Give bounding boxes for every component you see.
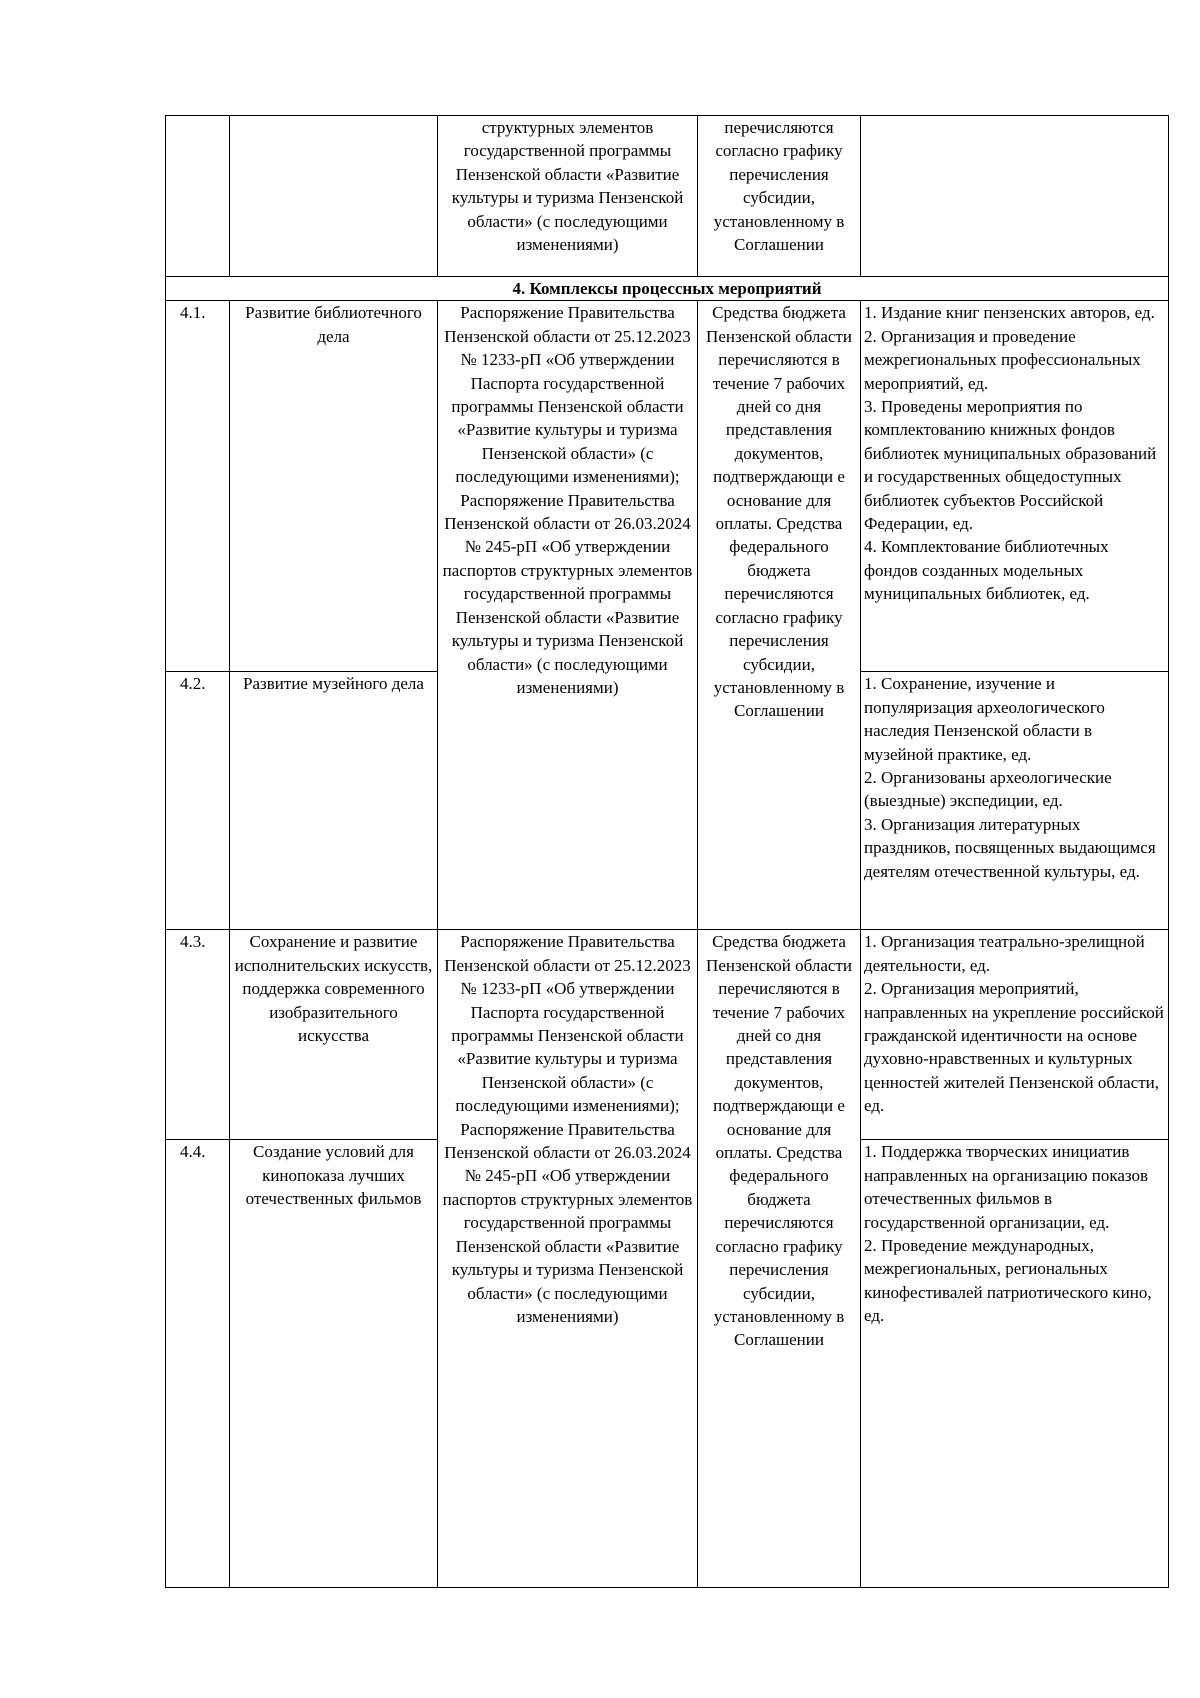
result-line: 1. Издание книг пензенских авторов, ед. <box>864 303 1155 323</box>
result-line: 3. Организация литературных праздников, посвященных выдающимся деятелям отечественной культуры, ед. <box>864 814 1156 881</box>
cell-funding: перечисляются согласно графику перечисления субсидии, установленному в Соглашении <box>698 116 861 277</box>
result-line: 3. Проведены мероприятия по комплектованию книжных фондов библиотек муниципальных образований и государственных общедоступных библиотек субъектов Российской Федерации, ед. <box>864 397 1157 534</box>
item-results <box>861 301 1169 672</box>
table-row <box>166 301 1169 672</box>
result-line: 2. Организация и проведение межрегиональных профессиональных мероприятий, ед. <box>864 326 1141 393</box>
cell-name-empty <box>230 116 438 277</box>
result-line: 2. Проведение международных, межрегиональных, региональных кинофестивалей патриотического кино, ед. <box>864 1236 1152 1326</box>
result-line: 4. Комплектование библиотечных фондов созданных модельных муниципальных библиотек, ед. <box>864 537 1109 604</box>
item-name: Сохранение и развитие исполнительских искусств, поддержка современного изобразительного искусства <box>230 930 438 1140</box>
item-name: Создание условий для кинопоказа лучших отечественных фильмов <box>230 1140 438 1588</box>
cell-basis: Распоряжение Правительства Пензенской области от 25.12.2023 № 1233-рП «Об утверждении Паспорта государственной программы Пензенской области «Развитие культуры и туризма Пензенской области» (с последующими изменениями); Распоряжение Правительства Пензенской области от 26.03.2024 № 245-рП «Об утверждении паспортов структурных элементов государственной программы Пензенской области «Развитие культуры и туризма Пензенской области» (с последующими изменениями) <box>438 930 698 1588</box>
item-number: 4.3. <box>166 930 230 1140</box>
item-name: Развитие библиотечного дела <box>230 301 438 672</box>
result-line: 1. Организация театрально-зрелищной деятельности, ед. <box>864 932 1145 975</box>
table-row <box>166 930 1169 1140</box>
cell-num-empty <box>166 116 230 277</box>
table-row-continued <box>166 116 1169 277</box>
result-line: 2. Организованы археологические (выездные) экспедиции, ед. <box>864 768 1112 811</box>
result-line: 1. Поддержка творческих инициатив направленных на организацию показов отечественных фильмов в государственной организации, ед. <box>864 1142 1149 1232</box>
section-row <box>166 277 1169 301</box>
section-title: 4. Комплексы процессных мероприятий <box>166 277 1169 301</box>
cell-basis: Распоряжение Правительства Пензенской области от 25.12.2023 № 1233-рП «Об утверждении Паспорта государственной программы Пензенской области «Развитие культуры и туризма Пензенской области» (с последующими изменениями); Распоряжение Правительства Пензенской области от 26.03.2024 № 245-рП «Об утверждении паспортов структурных элементов государственной программы Пензенской области «Развитие культуры и туризма Пензенской области» (с последующими изменениями) <box>438 301 698 930</box>
item-number: 4.1. <box>166 301 230 672</box>
item-results <box>861 672 1169 930</box>
item-number: 4.4. <box>166 1140 230 1588</box>
item-name: Развитие музейного дела <box>230 672 438 930</box>
item-results <box>861 1140 1169 1588</box>
cell-basis: структурных элементов государственной программы Пензенской области «Развитие культуры и туризма Пензенской области» (с последующими изменениями) <box>438 116 698 277</box>
cell-funding: Средства бюджета Пензенской области перечисляются в течение 7 рабочих дней со дня представления документов, подтверждающи е основание для оплаты. Средства федерального бюджета перечисляются согласно графику перечисления субсидии, установленному в Соглашении <box>698 301 861 930</box>
item-number: 4.2. <box>166 672 230 930</box>
result-line: 1. Сохранение, изучение и популяризация археологического наследия Пензенской области в музейной практике, ед. <box>864 674 1105 764</box>
measures-table <box>165 115 1169 1588</box>
cell-funding: Средства бюджета Пензенской области перечисляются в течение 7 рабочих дней со дня представления документов, подтверждающи е основание для оплаты. Средства федерального бюджета перечисляются согласно графику перечисления субсидии, установленному в Соглашении <box>698 930 861 1588</box>
cell-results-empty <box>861 116 1169 277</box>
item-results <box>861 930 1169 1140</box>
result-line: 2. Организация мероприятий, направленных на укрепление российской гражданской идентичности на основе духовно-нравственных и культурных ценностей жителей Пензенской области, ед. <box>864 979 1164 1116</box>
